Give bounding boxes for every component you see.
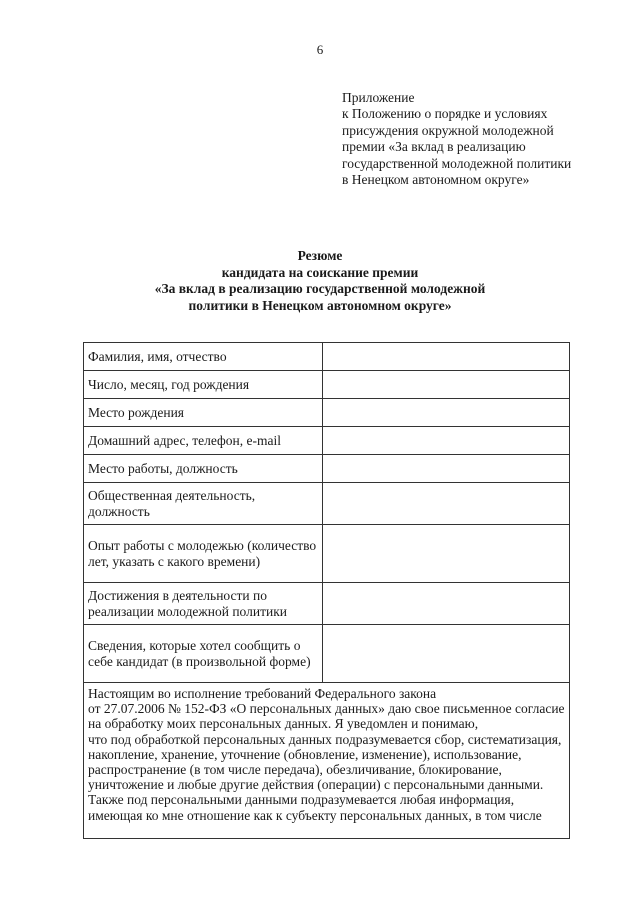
appendix-line: государственной молодежной политики bbox=[342, 155, 572, 171]
table-row bbox=[84, 343, 570, 371]
table-row bbox=[84, 427, 570, 455]
resume-form-table bbox=[83, 342, 570, 839]
table-row bbox=[84, 371, 570, 399]
table-row bbox=[84, 683, 570, 839]
field-value-additional-info[interactable] bbox=[323, 625, 569, 683]
field-label-additional-info: Сведения, которые хотел сообщить о себе кандидат (в произвольной форме) bbox=[84, 625, 323, 683]
appendix-line: к Положению о порядке и условиях bbox=[342, 106, 548, 122]
consent-line: распространение (в том числе передача), обезличивание, блокирование, bbox=[88, 762, 502, 778]
table-row bbox=[84, 583, 570, 625]
consent-line: что под обработкой персональных данных подразумевается сбор, систематизация, bbox=[88, 731, 562, 747]
table-row bbox=[84, 455, 570, 483]
appendix-line: в Ненецком автономном округе» bbox=[342, 172, 530, 188]
title-line: «За вклад в реализацию государственной молодежной bbox=[154, 281, 486, 297]
field-value-workplace[interactable] bbox=[323, 455, 569, 483]
appendix-line: присуждения окружной молодежной bbox=[342, 122, 554, 138]
page-number: 6 bbox=[316, 42, 324, 57]
field-value-public-activity[interactable] bbox=[323, 483, 569, 525]
field-value-achievements[interactable] bbox=[323, 583, 569, 625]
field-value-youth-experience[interactable] bbox=[323, 525, 569, 583]
appendix-line: Приложение bbox=[342, 90, 415, 105]
consent-line: Настоящим во исполнение требований Федерального закона bbox=[88, 686, 437, 701]
title-line: политики в Ненецком автономном округе» bbox=[188, 297, 452, 313]
consent-line: уничтожение и любые другие действия (операции) с персональными данными. bbox=[88, 777, 544, 793]
title-line: Резюме bbox=[297, 248, 343, 263]
field-label-public-activity: Общественная деятельность, должность bbox=[84, 483, 323, 525]
consent-line: накопление, хранение, уточнение (обновление, изменение), использование, bbox=[88, 746, 522, 762]
document-title bbox=[0, 248, 640, 314]
field-label-workplace: Место работы, должность bbox=[84, 455, 323, 483]
consent-line: на обработку моих персональных данных. Я уведомлен и понимаю, bbox=[88, 716, 479, 732]
field-value-contacts[interactable] bbox=[323, 427, 569, 455]
field-label-achievements: Достижения в деятельности по реализации молодежной политики bbox=[84, 583, 323, 625]
consent-text bbox=[84, 683, 570, 839]
consent-line: от 27.07.2006 № 152-ФЗ «О персональных данных» даю свое письменное согласие bbox=[88, 701, 565, 717]
field-label-birth-place: Место рождения bbox=[84, 399, 323, 427]
appendix-line: премии «За вклад в реализацию bbox=[342, 139, 526, 155]
field-label-full-name: Фамилия, имя, отчество bbox=[84, 343, 323, 371]
title-line: кандидата на соискание премии bbox=[221, 264, 419, 280]
field-label-contacts: Домашний адрес, телефон, e-mail bbox=[84, 427, 323, 455]
table-row bbox=[84, 483, 570, 525]
table-row bbox=[84, 525, 570, 583]
consent-line: имеющая ко мне отношение как к субъекту персональных данных, в том числе bbox=[88, 807, 542, 823]
appendix-note bbox=[342, 90, 602, 188]
field-value-birth-date[interactable] bbox=[323, 371, 569, 399]
field-label-youth-experience: Опыт работы с молодежью (количество лет, указать с какого времени) bbox=[84, 525, 323, 583]
field-value-full-name[interactable] bbox=[323, 343, 569, 371]
table-row bbox=[84, 399, 570, 427]
field-value-birth-place[interactable] bbox=[323, 399, 569, 427]
field-label-birth-date: Число, месяц, год рождения bbox=[84, 371, 323, 399]
table-row bbox=[84, 625, 570, 683]
consent-line: Также под персональными данными подразумевается любая информация, bbox=[88, 792, 515, 808]
